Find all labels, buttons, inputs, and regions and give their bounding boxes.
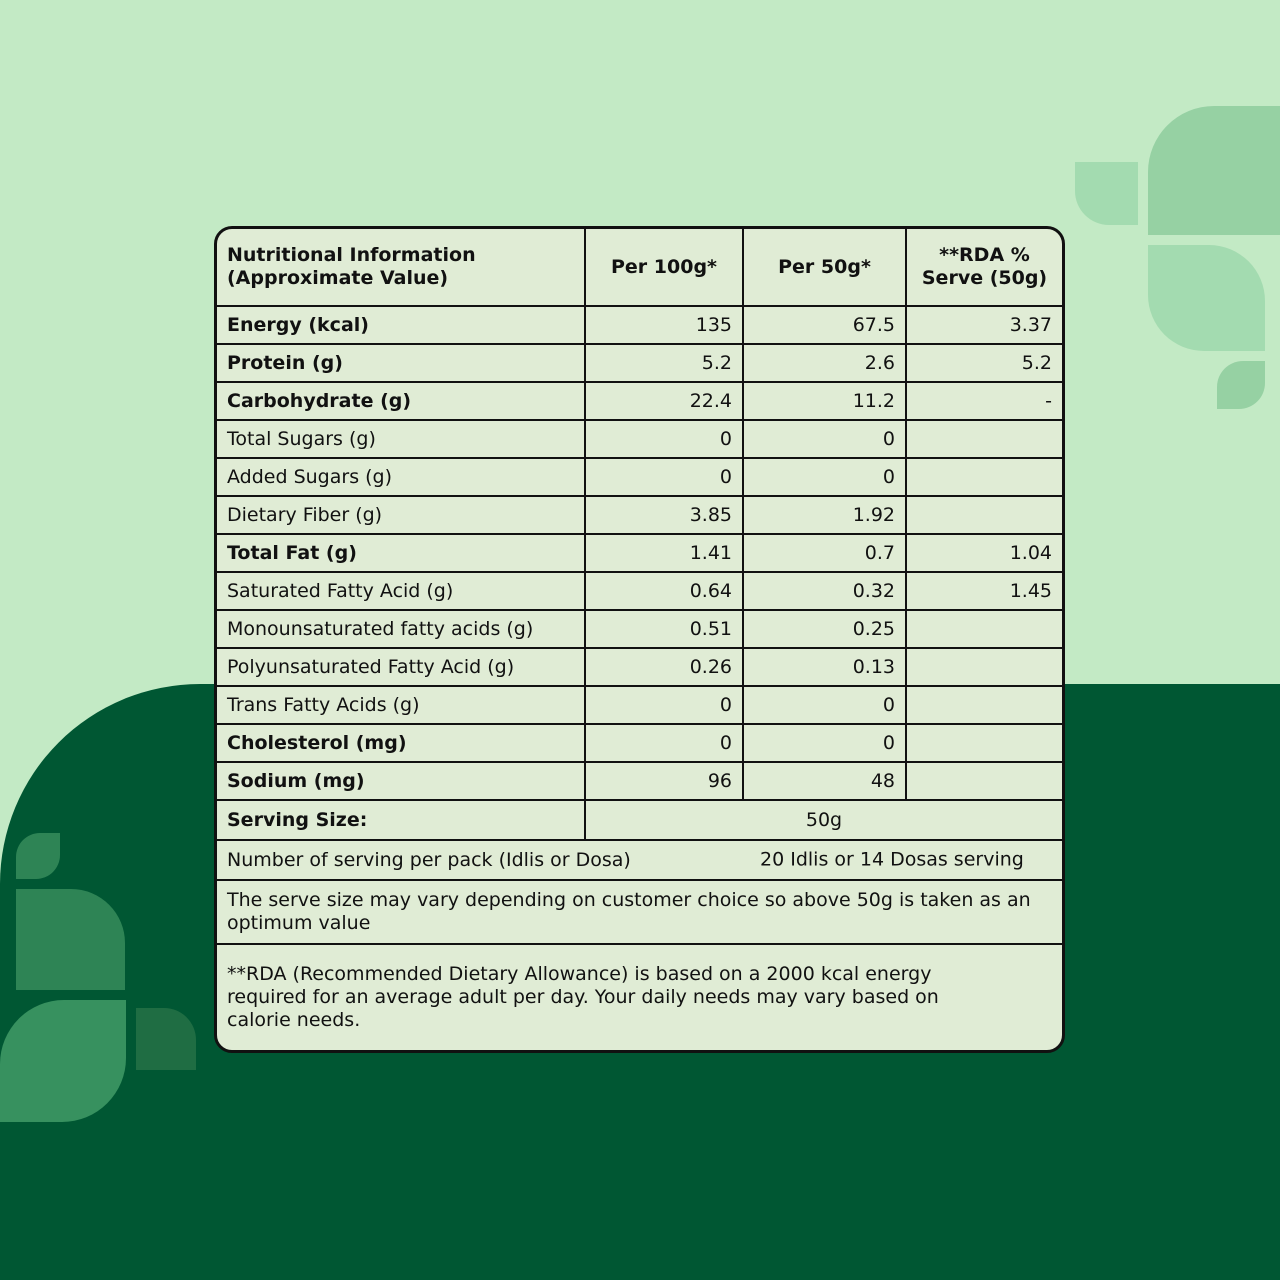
- value-rda: -: [906, 382, 1062, 420]
- value-rda: [906, 496, 1062, 534]
- value-rda: [906, 686, 1062, 724]
- nutrient-name: Total Sugars (g): [217, 420, 585, 458]
- rda-note-row: [217, 944, 1062, 1050]
- serving-size-row: [217, 800, 1062, 840]
- nutrient-name: Added Sugars (g): [217, 458, 585, 496]
- nutrient-name: Energy (kcal): [217, 306, 585, 344]
- table-row: [217, 572, 1062, 610]
- table-row: [217, 306, 1062, 344]
- value-rda: [906, 458, 1062, 496]
- servings-per-pack-label: Number of serving per pack (Idlis or Dosa): [227, 848, 631, 871]
- servings-per-pack-value: 20 Idlis or 14 Dosas serving: [760, 848, 1024, 871]
- value-rda: [906, 610, 1062, 648]
- leaf-decoration: [1148, 245, 1265, 351]
- value-per-100g: 0.26: [585, 648, 743, 686]
- value-per-50g: 67.5: [743, 306, 906, 344]
- table-row: [217, 458, 1062, 496]
- value-rda: [906, 724, 1062, 762]
- header-nutritional-information: Nutritional Information (Approximate Value): [217, 229, 585, 306]
- table-row: [217, 648, 1062, 686]
- value-per-100g: 135: [585, 306, 743, 344]
- serving-size-value: 50g: [585, 800, 1062, 840]
- value-per-100g: 0: [585, 458, 743, 496]
- value-per-100g: 5.2: [585, 344, 743, 382]
- leaf-decoration: [1217, 361, 1265, 409]
- value-per-100g: 3.85: [585, 496, 743, 534]
- leaf-decoration: [1148, 106, 1280, 235]
- value-per-100g: 0: [585, 420, 743, 458]
- table-row: [217, 496, 1062, 534]
- value-per-100g: 96: [585, 762, 743, 800]
- table-row: [217, 724, 1062, 762]
- header-rda: **RDA % Serve (50g): [906, 229, 1062, 306]
- table-row: [217, 762, 1062, 800]
- nutrient-name: Monounsaturated fatty acids (g): [217, 610, 585, 648]
- value-per-50g: 11.2: [743, 382, 906, 420]
- value-per-50g: 0.32: [743, 572, 906, 610]
- value-per-50g: 0.7: [743, 534, 906, 572]
- value-per-50g: 0.13: [743, 648, 906, 686]
- table-row: [217, 382, 1062, 420]
- nutrient-name: Polyunsaturated Fatty Acid (g): [217, 648, 585, 686]
- serving-size-label: Serving Size:: [217, 800, 585, 840]
- nutrient-name: Saturated Fatty Acid (g): [217, 572, 585, 610]
- value-per-100g: 1.41: [585, 534, 743, 572]
- value-per-50g: 0: [743, 724, 906, 762]
- nutrient-name: Dietary Fiber (g): [217, 496, 585, 534]
- nutrient-name: Sodium (mg): [217, 762, 585, 800]
- table-row: [217, 420, 1062, 458]
- value-rda: 5.2: [906, 344, 1062, 382]
- value-per-100g: 0: [585, 724, 743, 762]
- value-rda: 1.04: [906, 534, 1062, 572]
- table-row: [217, 686, 1062, 724]
- header-per-50g: Per 50g*: [743, 229, 906, 306]
- value-rda: 3.37: [906, 306, 1062, 344]
- leaf-decoration: [1075, 162, 1138, 225]
- rda-note: **RDA (Recommended Dietary Allowance) is based on a 2000 kcal energy required for an average adult per day. Your daily needs may vary based on calorie needs.: [217, 944, 1062, 1050]
- value-per-50g: 0.25: [743, 610, 906, 648]
- nutrient-name: Trans Fatty Acids (g): [217, 686, 585, 724]
- value-per-50g: 48: [743, 762, 906, 800]
- value-per-100g: 0: [585, 686, 743, 724]
- header-per-100g: Per 100g*: [585, 229, 743, 306]
- value-rda: [906, 762, 1062, 800]
- leaf-decoration: [136, 1008, 196, 1070]
- nutrient-name: Cholesterol (mg): [217, 724, 585, 762]
- table-row: [217, 610, 1062, 648]
- leaf-decoration: [16, 889, 125, 990]
- value-per-100g: 0.64: [585, 572, 743, 610]
- value-per-50g: 0: [743, 458, 906, 496]
- value-per-50g: 1.92: [743, 496, 906, 534]
- value-per-100g: 22.4: [585, 382, 743, 420]
- value-rda: [906, 420, 1062, 458]
- table-row: [217, 344, 1062, 382]
- value-per-50g: 2.6: [743, 344, 906, 382]
- value-rda: [906, 648, 1062, 686]
- nutrition-card: [214, 226, 1065, 1053]
- serve-size-note: The serve size may vary depending on customer choice so above 50g is taken as an optimum value: [217, 880, 1062, 944]
- nutrition-table: [217, 229, 1062, 1050]
- servings-per-pack-cell: [217, 840, 1062, 880]
- table-row: [217, 534, 1062, 572]
- table-header-row: [217, 229, 1062, 306]
- value-per-50g: 0: [743, 420, 906, 458]
- value-rda: 1.45: [906, 572, 1062, 610]
- servings-per-pack-row: [217, 840, 1062, 880]
- nutrient-name: Carbohydrate (g): [217, 382, 585, 420]
- serve-note-row: [217, 880, 1062, 944]
- nutrient-name: Protein (g): [217, 344, 585, 382]
- nutrient-name: Total Fat (g): [217, 534, 585, 572]
- value-per-100g: 0.51: [585, 610, 743, 648]
- value-per-50g: 0: [743, 686, 906, 724]
